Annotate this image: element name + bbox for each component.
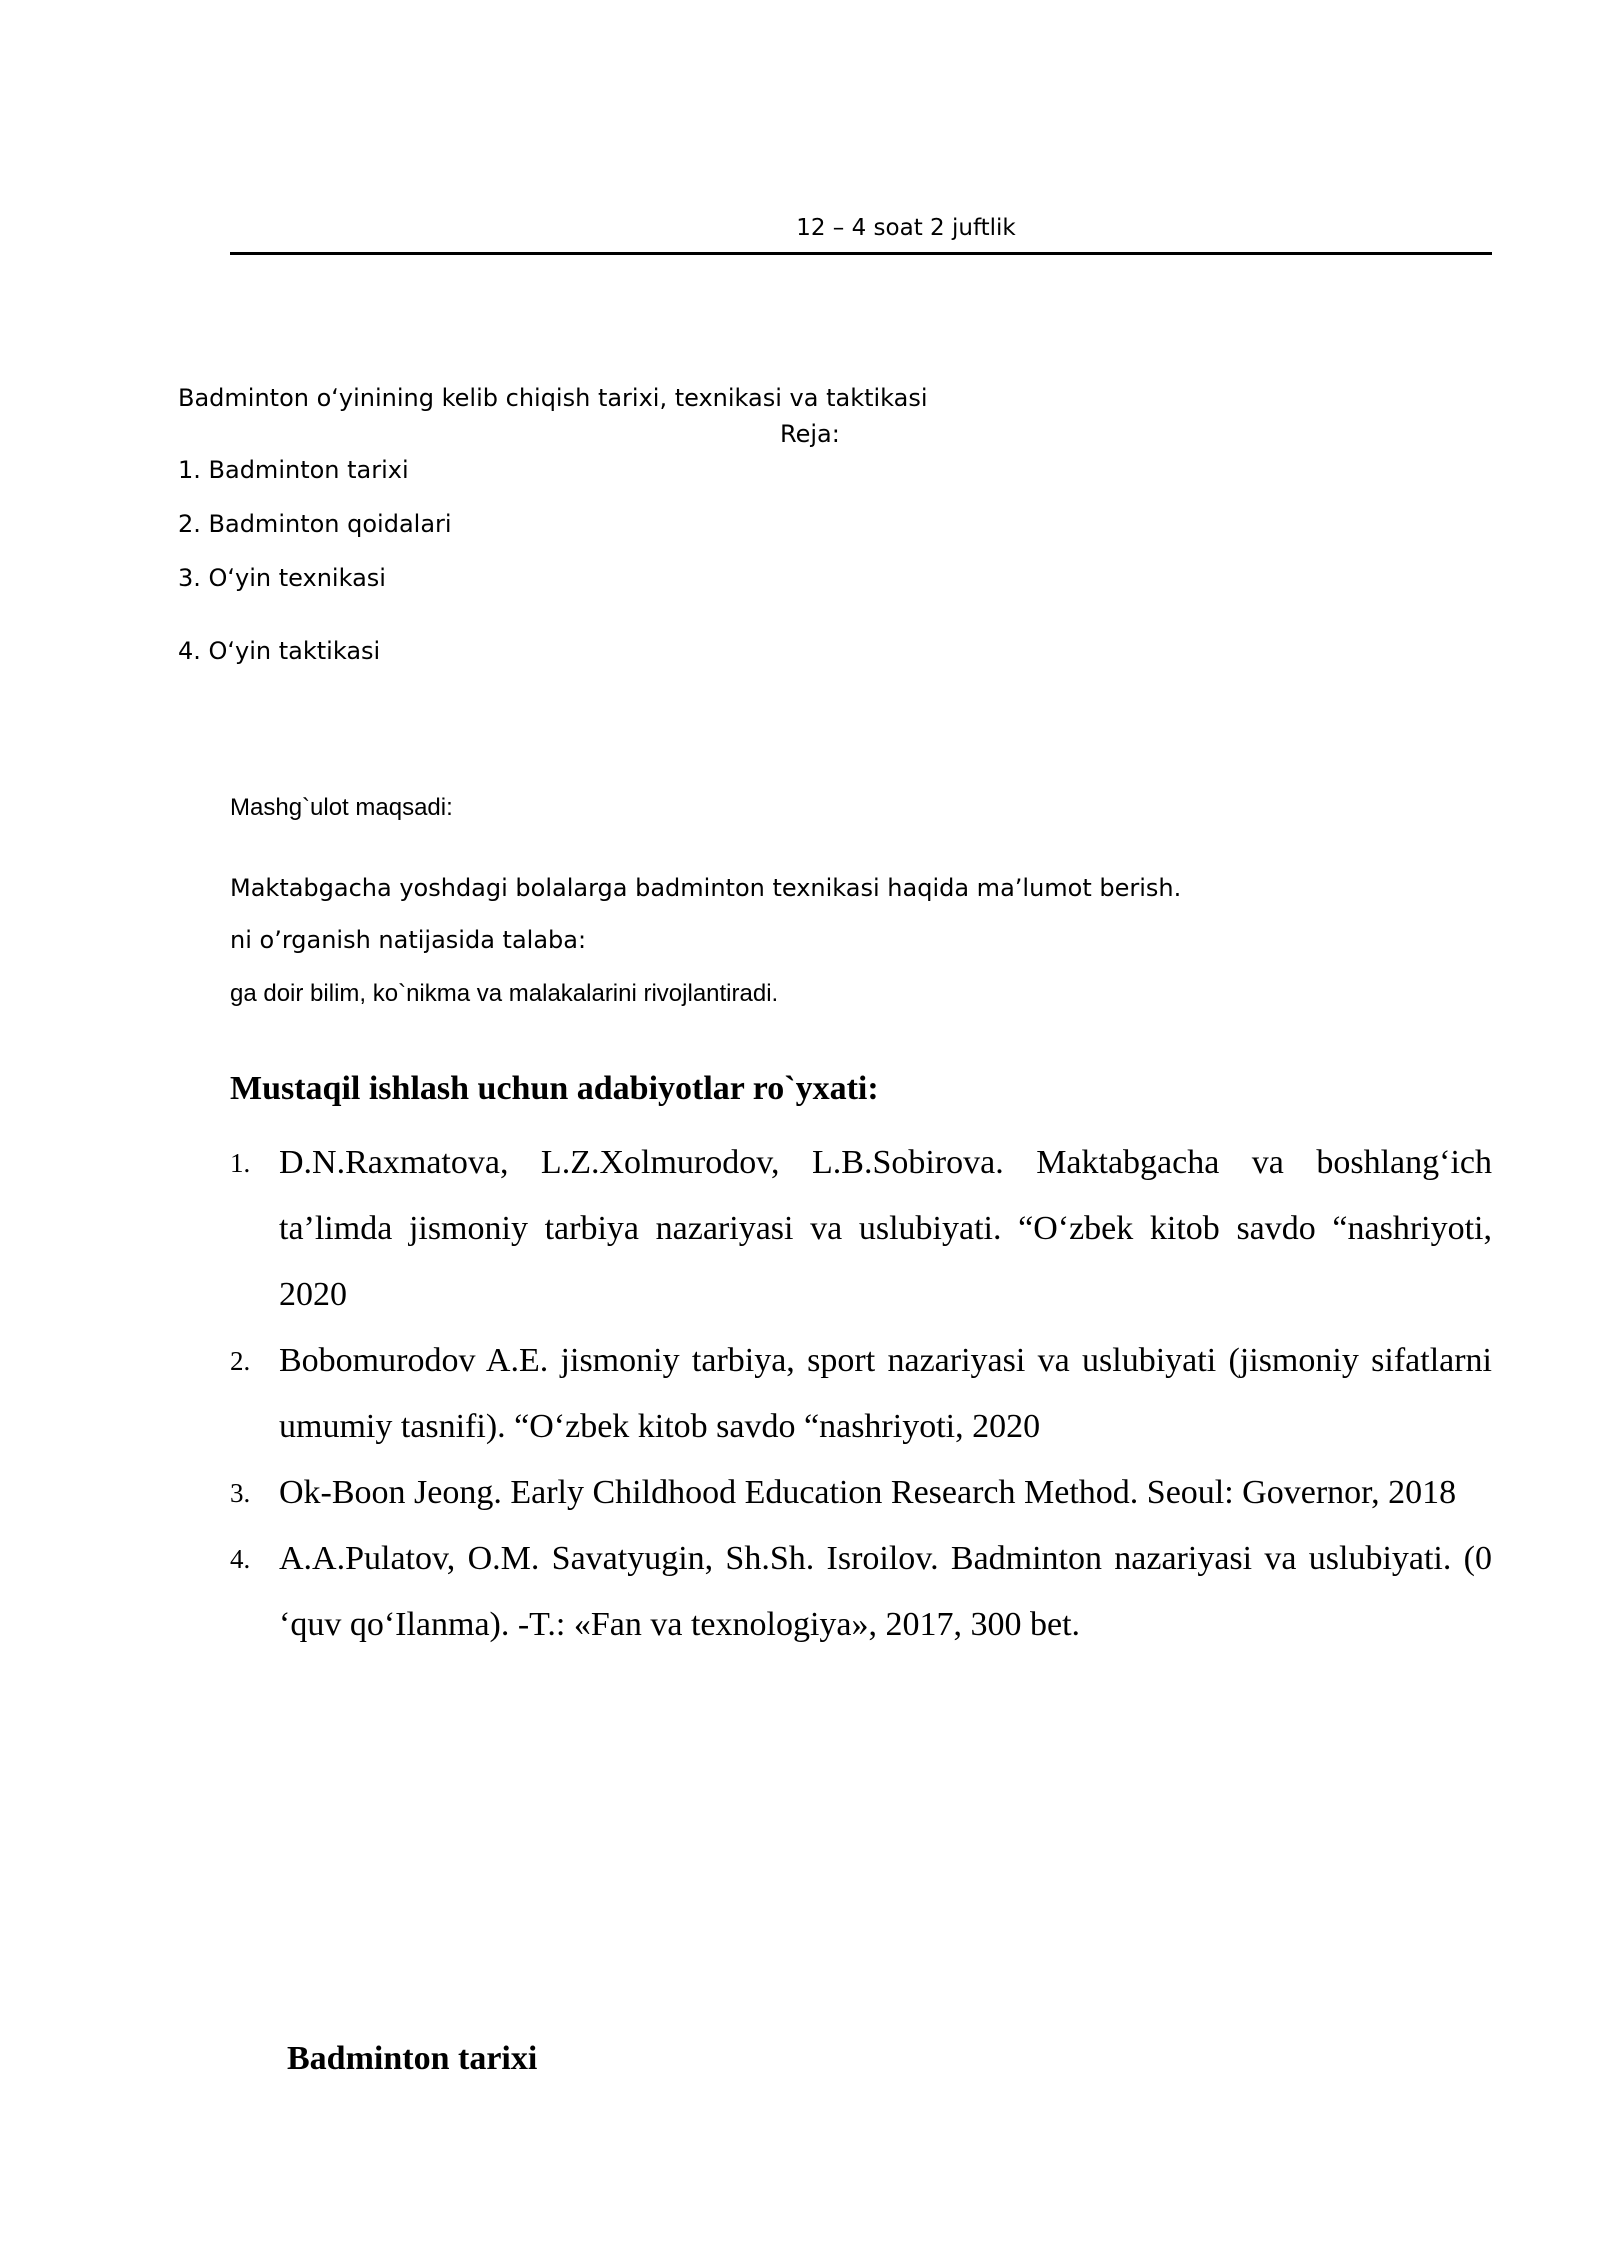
goal-line: ni o’rganish natijasida talaba: <box>230 926 587 954</box>
plan-item: 3. Oʻyin texnikasi <box>178 564 386 592</box>
plan-item: 1. Badminton tarixi <box>178 456 409 484</box>
literature-item <box>230 1130 1492 1328</box>
goal-line: ga doir bilim, ko`nikma va malakalarini rivojlantiradi. <box>230 980 779 1007</box>
literature-text: Bobomurodov A.E. jismoniy tarbiya, sport nazariyasi va uslubiyati (jismoniy sifatlarni umumiy tasnifi). “Oʻzbek kitob savdo “nashriyoti, 2020 <box>279 1342 1492 1445</box>
plan-item: 2. Badminton qoidalari <box>178 510 452 538</box>
list-number: 3. <box>230 1478 251 1508</box>
literature-text: Ok-Boon Jeong. Early Childhood Education Research Method. Seoul: Governor, 2018 <box>279 1474 1457 1511</box>
goal-line: Maktabgacha yoshdagi bolalarga badminton texnikasi haqida ma’lumot berish. <box>230 874 1182 902</box>
section-heading: Badminton tarixi <box>287 2040 538 2077</box>
list-number: 2. <box>230 1346 251 1376</box>
literature-item <box>230 1460 1492 1526</box>
literature-text: D.N.Raxmatova, L.Z.Xolmurodov, L.B.Sobirova. Maktabgacha va boshlangʻich ta’limda jismoniy tarbiya nazariyasi va uslubiyati. “Oʻzbek kitob savdo “nashriyoti, 2020 <box>279 1144 1492 1313</box>
literature-item <box>230 1328 1492 1460</box>
literature-heading: Mustaqil ishlash uchun adabiyotlar ro`yxati: <box>230 1070 879 1107</box>
literature-text: A.A.Pulatov, O.M. Savatyugin, Sh.Sh. Isroilov. Badminton nazariyasi va uslubiyati. (0 ‘quv qoʻIlanma). -T.: «Fan va texnologiya», 2017, 300 bet. <box>279 1540 1492 1643</box>
lesson-title: Badminton oʻyinining kelib chiqish tarixi, texnikasi va taktikasi <box>178 384 928 412</box>
plan-label: Reja: <box>780 420 840 448</box>
page-header: 12 – 4 soat 2 juftlik <box>796 215 1016 241</box>
literature-item <box>230 1526 1492 1658</box>
header-divider <box>230 252 1492 255</box>
goal-label: Mashg`ulot maqsadi: <box>230 794 453 821</box>
plan-item: 4. Oʻyin taktikasi <box>178 637 381 665</box>
list-number: 4. <box>230 1544 251 1574</box>
literature-list <box>230 1130 1492 1658</box>
list-number: 1. <box>230 1148 251 1178</box>
